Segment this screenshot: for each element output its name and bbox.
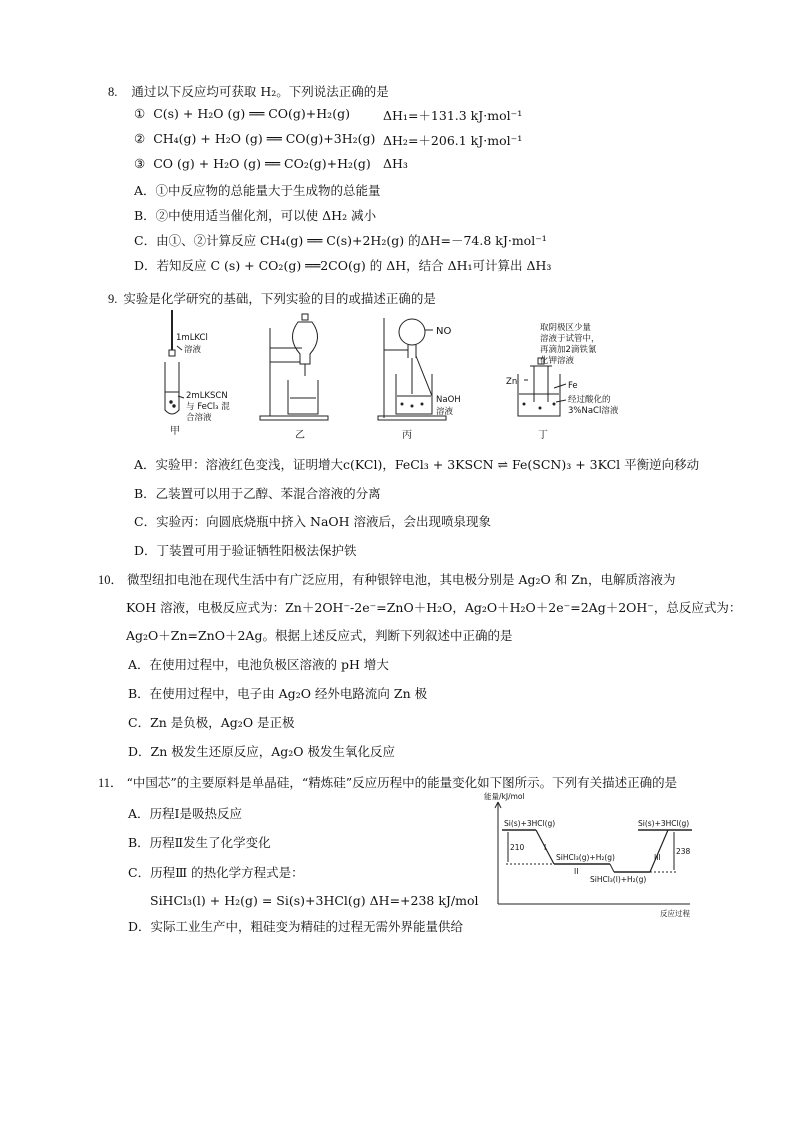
chart-mid1-label: SiHCl₃(g)+H₂(g) bbox=[556, 853, 615, 862]
bing-no-label: NO bbox=[436, 326, 452, 337]
ding-zn-label: Zn bbox=[506, 377, 518, 387]
ding-fe-label: Fe bbox=[568, 381, 578, 391]
jia-label-1: 1mLKCl bbox=[176, 333, 208, 343]
chart-step-3: III bbox=[654, 853, 661, 862]
q8-reaction-1 bbox=[134, 106, 350, 121]
reaction-label: ② bbox=[134, 131, 146, 146]
q11-number: 11． bbox=[98, 776, 123, 790]
q10-option-a[interactable]: A．在使用过程中，电池负极区溶液的 pH 增大 bbox=[128, 657, 389, 672]
q11-option-d[interactable]: D．实际工业生产中，粗硅变为精硅的过程无需外界能量供给 bbox=[128, 919, 464, 934]
chart-start-label: Si(s)+3HCl(g) bbox=[504, 819, 556, 828]
jia-label-5: 合溶液 bbox=[186, 413, 212, 423]
q11-stem bbox=[98, 773, 677, 791]
ding-note-3: 再滴加2滴铁氰 bbox=[540, 345, 597, 355]
ding-note-4: 化钾溶液 bbox=[540, 356, 575, 366]
q11-stem-text: “中国芯”的主要原料是单晶硅，“精炼硅”反应历程中的能量变化如下图所示。下列有关描述正确的是 bbox=[126, 775, 678, 790]
reaction-equation: C(s) + H₂O (g) ══ CO(g)+H₂(g) bbox=[153, 106, 350, 121]
reaction-equation: CO (g) + H₂O (g) ══ CO₂(g)+H₂(g) bbox=[153, 156, 371, 171]
q11-option-b[interactable]: B．历程Ⅱ发生了化学变化 bbox=[128, 835, 271, 850]
apparatus-jia bbox=[165, 310, 184, 414]
q10-option-d[interactable]: D．Zn 极发生还原反应，Ag₂O 极发生氧化反应 bbox=[128, 744, 395, 759]
jia-label-4: 与 FeCl₃ 混 bbox=[186, 402, 230, 412]
chart-xlabel: 反应过程 bbox=[660, 909, 690, 918]
bing-caption: 丙 bbox=[402, 430, 412, 441]
bing-naoh-label: NaOH bbox=[436, 395, 461, 405]
jia-caption: 甲 bbox=[170, 426, 180, 437]
reaction-label: ③ bbox=[134, 156, 146, 171]
q11-option-c-equation: SiHCl₃(l) + H₂(g) = Si(s)+3HCl(g) ΔH=+238 kJ/mol bbox=[150, 893, 479, 908]
q8-option-a[interactable]: A．①中反应物的总能量大于生成物的总能量 bbox=[134, 183, 381, 198]
q8-option-b[interactable]: B．②中使用适当催化剂，可以使 ΔH₂ 减小 bbox=[134, 208, 377, 223]
q11-energy-diagram bbox=[478, 792, 702, 920]
chart-step-2: II bbox=[574, 867, 579, 876]
jia-label-3: 2mLKSCN bbox=[186, 391, 228, 401]
q8-stem bbox=[108, 82, 389, 100]
ding-note-1: 取阴极区少量 bbox=[540, 323, 592, 333]
q10-stem-line-1 bbox=[98, 570, 675, 588]
chart-ylabel: 能量/kJ/mol bbox=[484, 792, 525, 801]
chart-value-238: 238 bbox=[676, 847, 691, 856]
q8-option-d[interactable]: D．若知反应 C (s) + CO₂(g) ══2CO(g) 的 ΔH，结合 ΔH₁可计算出 ΔH₃ bbox=[134, 258, 552, 273]
apparatus-ding bbox=[518, 358, 566, 416]
q10-option-c[interactable]: C．Zn 是负极，Ag₂O 是正极 bbox=[128, 715, 295, 730]
ding-caption: 丁 bbox=[538, 430, 548, 441]
ding-acid-2: 3%NaCl溶液 bbox=[568, 406, 619, 416]
q9-apparatus-figures bbox=[150, 310, 650, 446]
q10-stem-line-3: Ag₂O＋Zn=ZnO＋2Ag。根据上述反应式，判断下列叙述中正确的是 bbox=[126, 628, 513, 643]
q8-option-c[interactable]: C．由①、②计算反应 CH₄(g) ══ C(s)+2H₂(g) 的ΔH=－74.8 kJ·mol⁻¹ bbox=[134, 233, 547, 248]
q8-dh-2: ΔH₂=＋206.1 kJ·mol⁻¹ bbox=[383, 133, 523, 148]
chart-end-label: Si(s)+3HCl(g) bbox=[638, 819, 690, 828]
chart-step-1: I bbox=[544, 843, 547, 852]
chart-mid2-label: SiHCl₃(l)+H₂(g) bbox=[590, 875, 647, 884]
q9-option-a[interactable]: A．实验甲：溶液红色变浅，证明增大c(KCl)，FeCl₃ + 3KSCN ⇌ Fe(SCN)₃ + 3KCl 平衡逆向移动 bbox=[134, 457, 700, 472]
bing-sol-label: 溶液 bbox=[436, 407, 454, 417]
q8-number: 8. bbox=[108, 85, 118, 99]
q9-stem-text: 实验是化学研究的基础，下列实验的目的或描述正确的是 bbox=[123, 291, 436, 306]
reaction-equation: CH₄(g) + H₂O (g) ══ CO(g)+3H₂(g) bbox=[153, 131, 376, 146]
q9-option-b[interactable]: B．乙装置可以用于乙醇、苯混合溶液的分离 bbox=[134, 486, 381, 501]
q9-option-d[interactable]: D．丁装置可用于验证牺牲阳极法保护铁 bbox=[134, 543, 357, 558]
chart-value-210: 210 bbox=[510, 843, 525, 852]
q11-option-c[interactable]: C．历程Ⅲ 的热化学方程式是： bbox=[128, 865, 304, 880]
q8-dh-3: ΔH₃ bbox=[383, 156, 408, 171]
ding-note-2: 溶液于试管中， bbox=[540, 334, 600, 344]
q8-reaction-3 bbox=[134, 156, 371, 171]
ding-acid-1: 经过酸化的 bbox=[568, 395, 611, 405]
q10-option-b[interactable]: B．在使用过程中，电子由 Ag₂O 经外电路流向 Zn 极 bbox=[128, 686, 428, 701]
q10-stem-text-1: 微型纽扣电池在现代生活中有广泛应用，有种银锌电池，其电极分别是 Ag₂O 和 Zn，电解质溶液为 bbox=[127, 572, 676, 587]
q9-number: 9. bbox=[108, 292, 118, 306]
jia-label-2: 溶液 bbox=[184, 345, 202, 355]
q8-reaction-2 bbox=[134, 131, 375, 146]
q10-number: 10． bbox=[98, 573, 124, 587]
q11-option-a[interactable]: A．历程Ⅰ是吸热反应 bbox=[128, 806, 242, 821]
q10-stem-line-2: KOH 溶液，电极反应式为：Zn＋2OH⁻-2e⁻=ZnO＋H₂O，Ag₂O＋H₂O＋2e⁻=2Ag＋2OH⁻，总反应式为： bbox=[126, 600, 742, 615]
q8-dh-1: ΔH₁=＋131.3 kJ·mol⁻¹ bbox=[383, 108, 523, 123]
apparatus-yi bbox=[260, 314, 328, 420]
reaction-label: ① bbox=[134, 106, 146, 121]
q8-stem-text: 通过以下反应均可获取 H₂。下列说法正确的是 bbox=[131, 84, 389, 99]
yi-caption: 乙 bbox=[295, 430, 305, 441]
q9-option-c[interactable]: C．实验丙：向圆底烧瓶中挤入 NaOH 溶液后，会出现喷泉现象 bbox=[134, 514, 492, 529]
q9-stem bbox=[108, 289, 436, 307]
